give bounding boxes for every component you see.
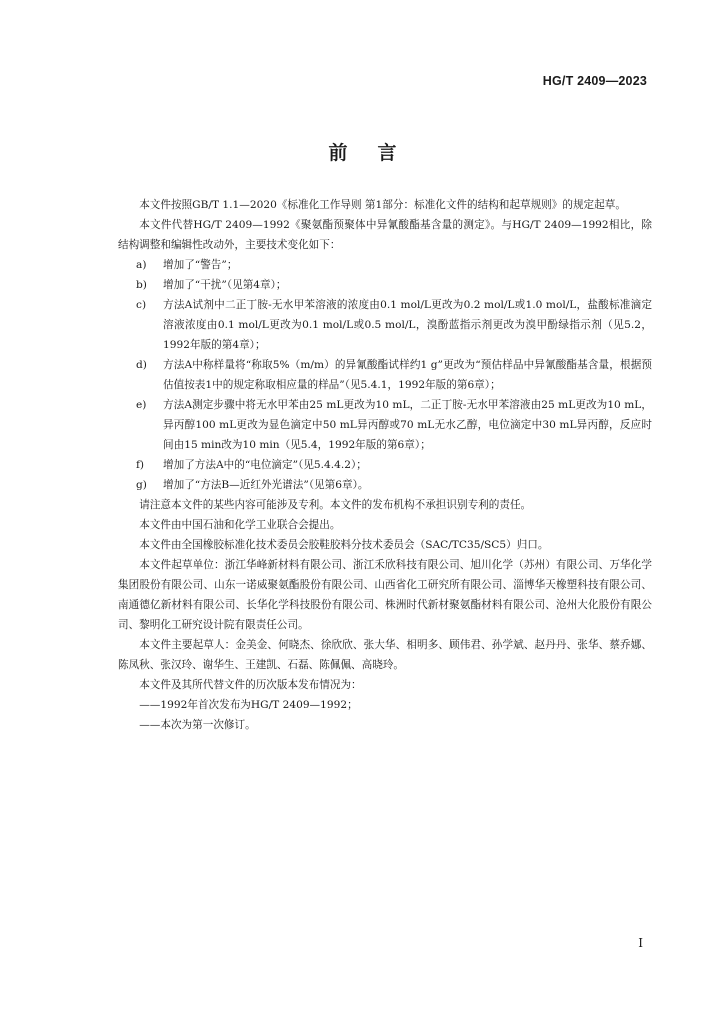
list-text: 方法A测定步骤中将无水甲苯由25 mL更改为10 mL，二正丁胺-无水甲苯溶液由25 mL更改为10 mL，异丙醇100 mL更改为显色滴定中50 mL异丙醇或70 mL无水乙醇，电位滴定中30 mL异丙醇，反应时间由15 min改为10 min（见5.4，1992年版的第6章）；: [163, 399, 652, 451]
list-marker: f): [136, 459, 145, 471]
page-number: I: [638, 936, 643, 950]
list-marker: a): [136, 259, 147, 271]
paragraph: 本文件代替HG/T 2409—1992《聚氨酯预聚体中异氰酸酯基含量的测定》。与HG/T 2409—1992相比，除结构调整和编辑性改动外，主要技术变化如下：: [118, 219, 652, 251]
paragraph: 本文件起草单位：浙江华峰新材料有限公司、浙江禾欣科技有限公司、旭川化学（苏州）有限公司、万华化学集团股份有限公司、山东一诺威聚氨酯股份有限公司、山西省化工研究所有限公司、淄博华天橡塑科技有限公司、南通德亿新材料有限公司、长华化学科技股份有限公司、株洲时代新材聚氨酯材料有限公司、沧州大化股份有限公司、黎明化工研究设计院有限责任公司。: [118, 559, 652, 631]
list-marker: d): [136, 359, 147, 371]
list-text: 增加了方法A中的“电位滴定”（见5.4.4.2）；: [163, 459, 367, 471]
list-item: [136, 475, 652, 495]
paragraph: 本文件由中国石油和化学工业联合会提出。: [139, 519, 341, 531]
page-title: 前言: [328, 142, 427, 164]
list-text: 增加了“干扰”（见第4章）；: [163, 279, 287, 291]
list-text: 增加了“警告”；: [163, 259, 238, 271]
paragraph: 本文件主要起草人：金美金、何晓杰、徐欣欣、张大华、相明多、顾伟君、孙学斌、赵丹丹、张华、蔡乔娜、陈凤秋、张汉玲、谢华生、王建凯、石磊、陈佩佩、高晓玲。: [118, 639, 652, 671]
list-item: [136, 275, 652, 295]
document-body: [118, 195, 652, 735]
paragraph: 请注意本文件的某些内容可能涉及专利。本文件的发布机构不承担识别专利的责任。: [139, 499, 532, 511]
list-item: [136, 455, 652, 475]
list-marker: g): [136, 479, 147, 491]
paragraph: 本文件由全国橡胶标准化技术委员会胶鞋胶料分技术委员会（SAC/TC35/SC5）归口。: [139, 539, 549, 551]
list-marker: b): [136, 279, 147, 291]
history-line: ——本次为第一次修订。: [139, 719, 256, 731]
list-item: [136, 255, 652, 275]
list-item: [136, 395, 652, 455]
list-item: [136, 355, 652, 395]
list-text: 增加了“方法B—近红外光谱法”（见第6章）。: [163, 479, 369, 491]
list-text: 方法A试剂中二正丁胺-无水甲苯溶液的浓度由0.1 mol/L更改为0.2 mol/L或1.0 mol/L，盐酸标准滴定溶液浓度由0.1 mol/L更改为0.1 mol/L或0.5 mol/L，溴酚蓝指示剂更改为溴甲酚绿指示剂（见5.2，1992年版的第4章）；: [163, 299, 652, 351]
list-marker: e): [136, 399, 147, 411]
paragraph: 本文件及其所代替文件的历次版本发布情况为：: [139, 679, 362, 691]
list-marker: c): [136, 299, 147, 311]
list-text: 方法A中称样量将“称取5%（m/m）的异氰酸酯试样约1 g”更改为“预估样品中异氰酸酯基含量，根据预估值按表1中的规定称取相应量的样品”（见5.4.1，1992年版的第6章）；: [163, 359, 652, 391]
paragraph: 本文件按照GB/T 1.1—2020《标准化工作导则 第1部分：标准化文件的结构和起草规则》的规定起草。: [139, 199, 626, 211]
list-item: [136, 295, 652, 355]
standard-code: HG/T 2409—2023: [542, 74, 647, 88]
history-line: ——1992年首次发布为HG/T 2409—1992；: [139, 699, 358, 711]
